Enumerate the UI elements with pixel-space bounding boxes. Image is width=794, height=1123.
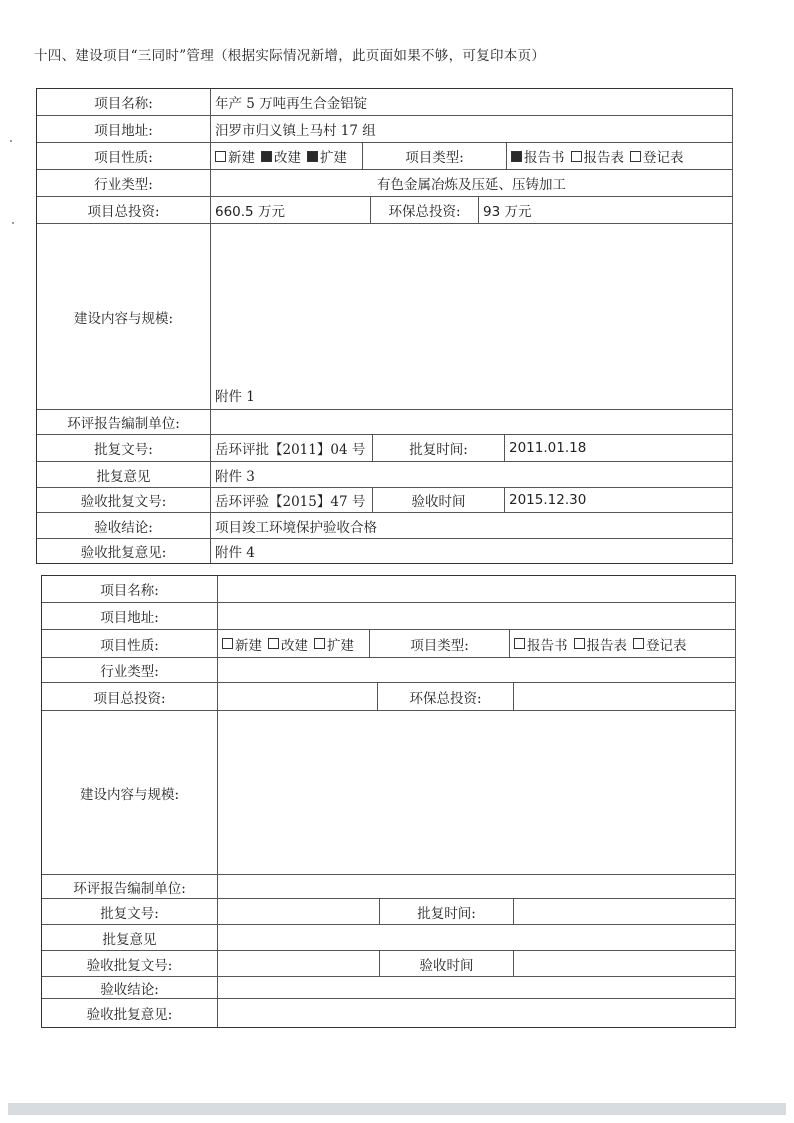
- checkbox-report-book[interactable]: [511, 146, 565, 166]
- checkbox-new[interactable]: [222, 634, 262, 654]
- checkbox-label: 新建: [228, 150, 255, 166]
- checkbox-label: 扩建: [327, 637, 354, 654]
- value-address[interactable]: [218, 603, 736, 629]
- checkbox-box: [633, 638, 644, 649]
- value-env-investment: 93 万元: [479, 197, 733, 223]
- checkbox-box: [571, 151, 582, 162]
- label-acceptance-opinion: 验收批复意见:: [42, 999, 218, 1027]
- value-acceptance-time[interactable]: [514, 951, 736, 976]
- row-content: [37, 224, 733, 410]
- type-checkboxes: [507, 143, 733, 169]
- value-approval-opinion: 附件 3: [211, 462, 733, 487]
- row-unit: [42, 875, 736, 899]
- checkbox-label: 改建: [281, 637, 308, 654]
- label-content: 建设内容与规模:: [42, 711, 218, 874]
- row-approval: [37, 435, 733, 462]
- checkbox-registration[interactable]: [630, 146, 684, 166]
- value-name: 年产 5 万吨再生合金铝锭: [211, 89, 733, 115]
- label-address: 项目地址:: [37, 116, 211, 142]
- checkbox-label: 新建: [235, 637, 262, 654]
- checkbox-label: 报告表: [583, 150, 624, 166]
- scan-bottom-edge: [8, 1103, 786, 1115]
- label-investment: 项目总投资:: [37, 197, 211, 223]
- label-acceptance-time: 验收时间: [373, 488, 505, 512]
- label-unit: 环评报告编制单位:: [37, 410, 211, 434]
- checkbox-box: [630, 151, 641, 162]
- checkbox-label: 扩建: [320, 150, 347, 166]
- row-investment: [37, 197, 733, 224]
- row-unit: [37, 410, 733, 435]
- value-address: 汨罗市归义镇上马村 17 组: [211, 116, 733, 142]
- label-acceptance-conclusion: 验收结论:: [37, 513, 211, 538]
- value-content: 附件 1: [211, 224, 733, 409]
- checkbox-expand[interactable]: [307, 146, 347, 166]
- row-nature-type: [42, 630, 736, 658]
- label-type: 项目类型:: [363, 143, 507, 169]
- row-address: [42, 603, 736, 630]
- checkbox-label: 登记表: [646, 637, 687, 654]
- row-industry: [42, 658, 736, 683]
- value-acceptance-conclusion[interactable]: [218, 977, 736, 998]
- value-content[interactable]: [218, 711, 736, 874]
- row-approval-opinion: [42, 925, 736, 951]
- value-investment: 660.5 万元: [211, 197, 371, 223]
- value-acceptance-opinion[interactable]: [218, 999, 736, 1027]
- row-acceptance-conclusion: [42, 977, 736, 999]
- checkbox-registration[interactable]: [633, 634, 687, 654]
- row-name: [37, 89, 733, 116]
- value-env-investment[interactable]: [514, 683, 736, 710]
- type-checkboxes: [510, 630, 736, 657]
- checkbox-label: 报告表: [586, 637, 627, 654]
- value-industry[interactable]: [218, 658, 736, 682]
- checkbox-report-book[interactable]: [514, 634, 568, 654]
- label-env-investment: 环保总投资:: [371, 197, 479, 223]
- label-name: 项目名称:: [37, 89, 211, 115]
- checkbox-box: [261, 151, 272, 162]
- scan-speck: [12, 222, 14, 224]
- checkbox-report-form[interactable]: [571, 146, 625, 166]
- row-approval-opinion: [37, 462, 733, 488]
- checkbox-expand[interactable]: [314, 634, 354, 654]
- checkbox-box: [574, 638, 585, 649]
- value-name[interactable]: [218, 576, 736, 602]
- label-name: 项目名称:: [42, 576, 218, 602]
- row-acceptance: [42, 951, 736, 977]
- label-content: 建设内容与规模:: [37, 224, 211, 409]
- value-acceptance-no: 岳环评验【2015】47 号: [211, 488, 373, 512]
- row-nature-type: [37, 143, 733, 170]
- label-unit: 环评报告编制单位:: [42, 875, 218, 898]
- checkbox-label: 登记表: [643, 150, 684, 166]
- value-acceptance-conclusion: 项目竣工环境保护验收合格: [211, 513, 733, 538]
- checkbox-box: [215, 151, 226, 162]
- label-industry: 行业类型:: [37, 170, 211, 196]
- checkbox-box: [268, 638, 279, 649]
- checkbox-rebuild[interactable]: [268, 634, 308, 654]
- label-approval-no: 批复文号:: [37, 435, 211, 461]
- checkbox-box: [511, 151, 522, 162]
- label-investment: 项目总投资:: [42, 683, 218, 710]
- value-investment[interactable]: [218, 683, 378, 710]
- label-acceptance-conclusion: 验收结论:: [42, 977, 218, 998]
- row-acceptance-opinion: [37, 539, 733, 563]
- value-acceptance-opinion: 附件 4: [211, 539, 733, 563]
- label-approval-opinion: 批复意见: [42, 925, 218, 950]
- checkbox-label: 报告书: [524, 150, 565, 166]
- label-acceptance-no: 验收批复文号:: [42, 951, 218, 976]
- row-acceptance: [37, 488, 733, 513]
- row-content: [42, 711, 736, 875]
- checkbox-rebuild[interactable]: [261, 146, 301, 166]
- row-investment: [42, 683, 736, 711]
- checkbox-box: [307, 151, 318, 162]
- label-acceptance-opinion: 验收批复意见:: [37, 539, 211, 563]
- checkbox-label: 报告书: [527, 637, 568, 654]
- page-heading: 十四、建设项目“三同时”管理（根据实际情况新增，此页面如果不够，可复印本页）: [34, 48, 546, 64]
- checkbox-box: [314, 638, 325, 649]
- row-address: [37, 116, 733, 143]
- label-nature: 项目性质:: [42, 630, 218, 657]
- project-table-2: [41, 575, 736, 1028]
- checkbox-box: [514, 638, 525, 649]
- value-unit: [211, 410, 733, 434]
- row-name: [42, 576, 736, 603]
- label-industry: 行业类型:: [42, 658, 218, 682]
- label-approval-time: 批复时间:: [373, 435, 505, 461]
- label-acceptance-time: 验收时间: [380, 951, 514, 976]
- value-approval-no: 岳环评批【2011】04 号: [211, 435, 373, 461]
- label-type: 项目类型:: [370, 630, 510, 657]
- label-approval-time: 批复时间:: [380, 899, 514, 924]
- label-approval-opinion: 批复意见: [37, 462, 211, 487]
- row-acceptance-opinion: [42, 999, 736, 1027]
- label-nature: 项目性质:: [37, 143, 211, 169]
- value-approval-time[interactable]: [514, 899, 736, 924]
- label-env-investment: 环保总投资:: [378, 683, 514, 710]
- checkbox-label: 改建: [274, 150, 301, 166]
- label-approval-no: 批复文号:: [42, 899, 218, 924]
- label-acceptance-no: 验收批复文号:: [37, 488, 211, 512]
- value-approval-no[interactable]: [218, 899, 380, 924]
- value-unit[interactable]: [218, 875, 736, 898]
- label-address: 项目地址:: [42, 603, 218, 629]
- row-acceptance-conclusion: [37, 513, 733, 539]
- checkbox-new[interactable]: [215, 146, 255, 166]
- value-acceptance-time: 2015.12.30: [505, 488, 733, 512]
- row-industry: [37, 170, 733, 197]
- value-acceptance-no[interactable]: [218, 951, 380, 976]
- nature-checkboxes: [211, 143, 363, 169]
- row-approval: [42, 899, 736, 925]
- value-approval-time: 2011.01.18: [505, 435, 733, 461]
- project-table-1: [36, 88, 733, 564]
- value-industry: 有色金属冶炼及压延、压铸加工: [211, 170, 733, 196]
- checkbox-report-form[interactable]: [574, 634, 628, 654]
- value-approval-opinion[interactable]: [218, 925, 736, 950]
- nature-checkboxes: [218, 630, 370, 657]
- checkbox-box: [222, 638, 233, 649]
- scan-speck: [10, 140, 12, 142]
